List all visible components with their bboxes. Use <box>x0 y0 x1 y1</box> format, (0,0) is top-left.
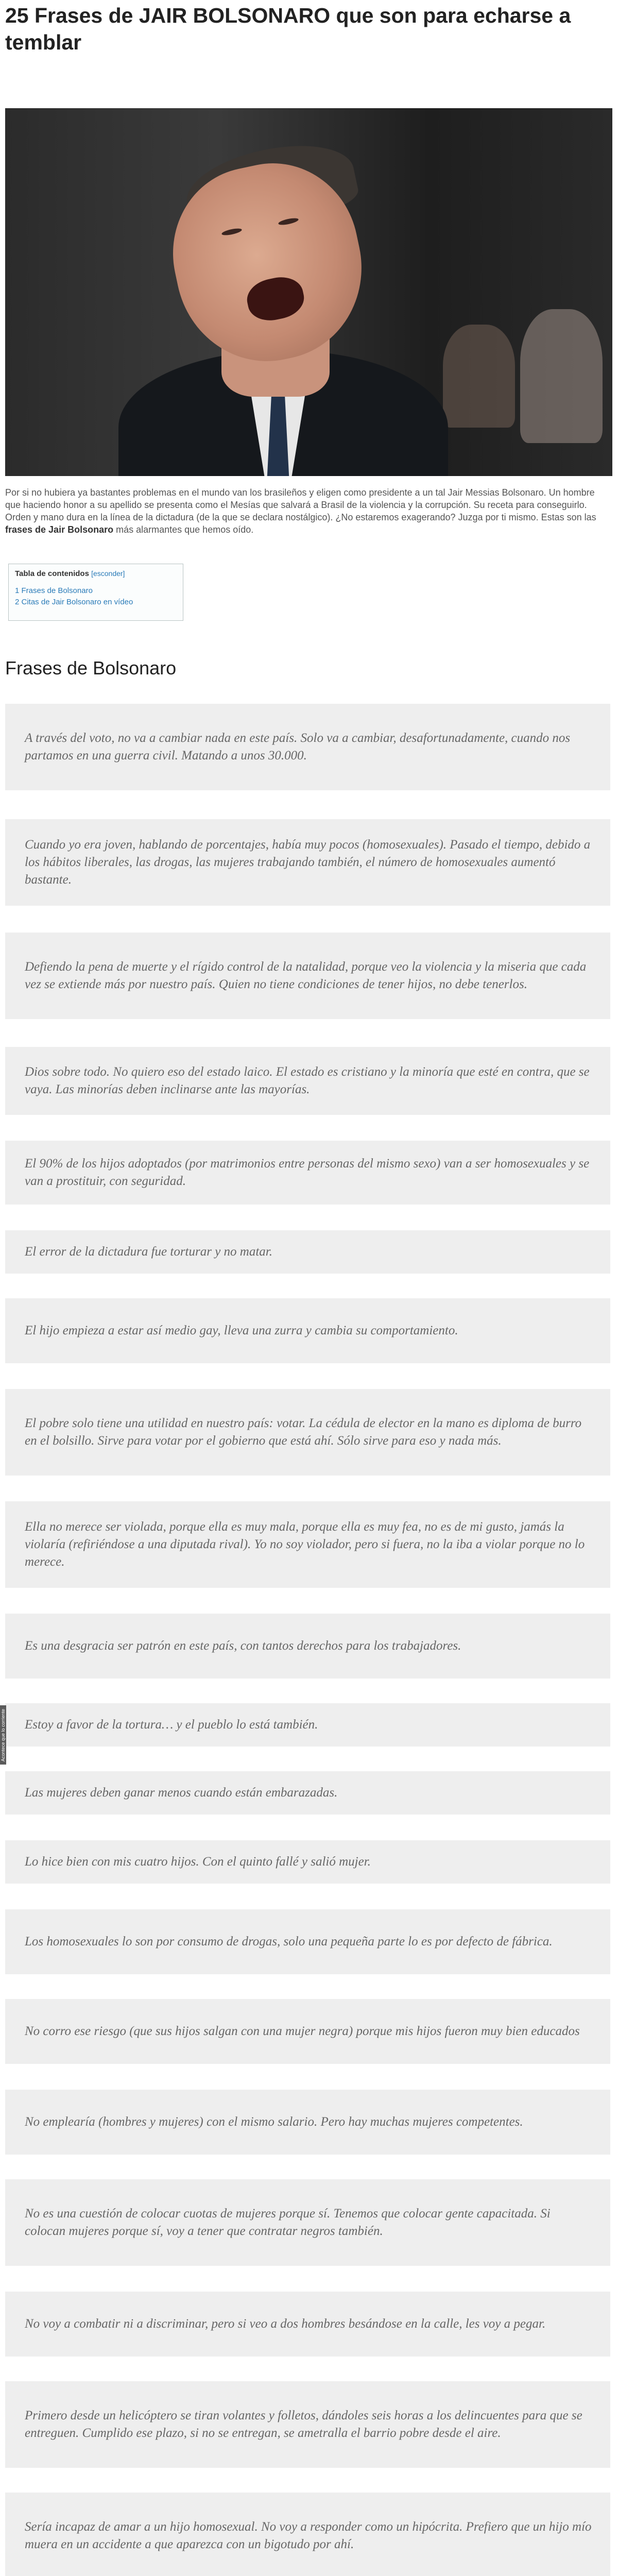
quote-text: El pobre solo tiene una utilidad en nuestro país: votar. La cédula de elector en la mano es diploma de burro en el bolsillo. Sirve para votar por el gobierno que está ahí. Sólo sirve para eso y nada más. <box>25 1416 582 1448</box>
quote-text: Primero desde un helicóptero se tiran volantes y folletos, dándoles seis horas a los delincuentes para que se entreguen. Cumplido ese plazo, si no se entregan, se ametralla el barrio pobre desde el aire. <box>25 2409 582 2440</box>
toc-title <box>15 569 177 578</box>
hero-image <box>5 108 612 476</box>
intro-text: Por si no hubiera ya bastantes problemas en el mundo van los brasileños y eligen como presidente a un tal Jair Messias Bolsonaro. Un hombre que haciendo honor a su apellido se presenta como el Mesías que salvará a Brasil de la violencia y la corrupción. Su receta para conseguirlo. Orden y mano dura en la línea de la dictadura (de la que se declara nostálgico). ¿No estaremos exagerando? Juzga por ti mismo. Estas son las <box>5 487 596 522</box>
quote-text: Cuando yo era joven, hablando de porcentajes, había muy pocos (homosexuales). Pasado el tiempo, debido a los hábitos liberales, las drogas, las mujeres trabajando también, el número de homosexuales aumentó bastante. <box>25 838 591 887</box>
quote-block <box>5 1999 610 2064</box>
toc-list <box>15 585 177 608</box>
quote-block <box>5 2179 610 2266</box>
quote-block <box>5 1047 610 1115</box>
quote-block <box>5 1909 610 1974</box>
quote-text: No corro ese riesgo (que sus hijos salgan con una mujer negra) porque mis hijos fueron muy bien educados <box>25 2024 580 2038</box>
intro-end: más alarmantes que hemos oído. <box>113 524 254 535</box>
quote-block <box>5 1703 610 1747</box>
quote-text: El error de la dictadura fue torturar y no matar. <box>25 1245 273 1259</box>
quote-text: Estoy a favor de la tortura… y el pueblo lo está también. <box>25 1718 318 1732</box>
quote-text: Las mujeres deben ganar menos cuando están embarazadas. <box>25 1786 338 1800</box>
intro-bold: frases de Jair Bolsonaro <box>5 524 114 535</box>
quote-text: Lo hice bien con mis cuatro hijos. Con el quinto fallé y salió mujer. <box>25 1855 371 1869</box>
quote-text: Defiendo la pena de muerte y el rígido control de la natalidad, porque veo la violencia y la miseria que cada vez se extiende más por nuestro país. Quien no tiene condiciones de tener hijos, no debe tenerlos. <box>25 960 587 991</box>
side-share-badge[interactable]: Acontece que lo corriente <box>0 1705 6 1765</box>
table-of-contents <box>8 564 183 621</box>
quote-block <box>5 2090 610 2155</box>
quote-text: El 90% de los hijos adoptados (por matrimonios entre personas del mismo sexo) van a ser homosexuales y se van a prostituir, con seguridad. <box>25 1157 590 1188</box>
toc-toggle-link[interactable]: [esconder] <box>91 569 125 578</box>
quote-block <box>5 2493 610 2576</box>
quote-block <box>5 2292 610 2357</box>
quote-text: No es una cuestión de colocar cuotas de mujeres porque sí. Tenemos que colocar gente capacitada. Si colocan mujeres porque sí, voy a tener que contratar negros también. <box>25 2207 551 2238</box>
quote-block <box>5 2381 610 2468</box>
quote-block <box>5 1389 610 1476</box>
quote-block <box>5 1840 610 1884</box>
quote-text: Los homosexuales lo son por consumo de drogas, solo una pequeña parte lo es por defecto de fábrica. <box>25 1935 553 1948</box>
quote-text: Sería incapaz de amar a un hijo homosexual. No voy a responder como un hipócrita. Prefiero que un hijo mío muera en un accidente a que aparezca con un bigotudo por ahí. <box>25 2520 592 2551</box>
quote-text: El hijo empieza a estar así medio gay, lleva una zurra y cambia su comportamiento. <box>25 1324 458 1337</box>
quote-text: A través del voto, no va a cambiar nada en este país. Solo va a cambiar, desafortunadamente, cuando nos partamos en una guerra civil. Matando a unos 30.000. <box>25 731 571 762</box>
toc-item-citas-video[interactable]: 2 Citas de Jair Bolsonaro en vídeo <box>15 598 133 606</box>
quote-text: Es una desgracia ser patrón en este país, con tantos derechos para los trabajadores. <box>25 1639 461 1653</box>
section-title: Frases de Bolsonaro <box>5 657 177 679</box>
quote-block <box>5 1771 610 1815</box>
quote-block <box>5 933 610 1019</box>
quote-block <box>5 819 610 906</box>
quote-text: Dios sobre todo. No quiero eso del estado laico. El estado es cristiano y la minoría que esté en contra, que se vaya. Las minorías deben inclinarse ante las mayorías. <box>25 1065 590 1096</box>
quote-block <box>5 1298 610 1363</box>
quote-text: No voy a combatir ni a discriminar, pero si veo a dos hombres besándose en la calle, les voy a pegar. <box>25 2317 546 2331</box>
quote-block <box>5 704 610 790</box>
article-title: 25 Frases de JAIR BOLSONARO que son para echarse a temblar <box>5 4 571 54</box>
article-intro <box>5 486 610 536</box>
toc-item-frases[interactable]: 1 Frases de Bolsonaro <box>15 586 93 595</box>
toc-title-text: Tabla de contenidos <box>15 569 89 578</box>
quote-block <box>5 1141 610 1205</box>
quote-text: No emplearía (hombres y mujeres) con el mismo salario. Pero hay muchas mujeres competentes. <box>25 2115 523 2129</box>
quote-text: Ella no merece ser violada, porque ella es muy mala, porque ella es muy fea, no es de mi gusto, jamás la violaría (refiriéndose a una diputada rival). Yo no soy violador, pero si fuera, no la iba a violar porque no lo merece. <box>25 1520 585 1569</box>
quote-block <box>5 1614 610 1679</box>
quote-block <box>5 1230 610 1274</box>
quote-block <box>5 1501 610 1588</box>
